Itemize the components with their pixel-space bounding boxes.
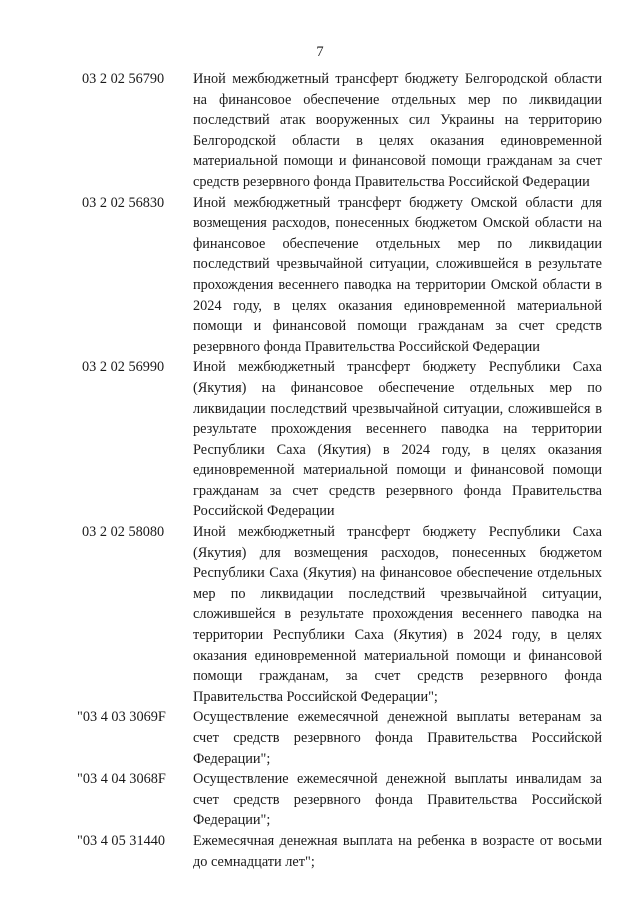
- budget-description: Иной межбюджетный трансферт бюджету Республики Саха (Якутия) для возмещения расходов, понесенных бюджетом Республики Саха (Якутия) на финансовое обеспечение отдельных мер по ликвидации последствий чрезвычайной ситуации, сложившейся в результате прохождения весеннего паводка на территории Республики Саха (Якутия) в 2024 году, в целях оказания единовременной материальной помощи и финансовой помощи гражданам, за счет средств резервного фонда Правительства Российской Федерации";: [193, 524, 602, 705]
- budget-code: 03 2 02 56830: [82, 194, 165, 211]
- budget-code: 03 2 02 56990: [82, 359, 165, 376]
- list-item: [0, 769, 640, 831]
- list-item: [0, 357, 640, 522]
- budget-description: Осуществление ежемесячной денежной выплаты инвалидам за счет средств резервного фонда Правительства Российской Федерации";: [193, 771, 602, 829]
- page-number: 7: [316, 44, 324, 60]
- budget-description: Ежемесячная денежная выплата на ребенка в возрасте от восьми до семнадцати лет";: [193, 832, 602, 870]
- budget-code: "03 4 03 3069F: [77, 709, 166, 726]
- budget-code: "03 4 05 31440: [77, 832, 166, 849]
- list-item: [0, 69, 640, 193]
- budget-description: Иной межбюджетный трансферт бюджету Белгородской области на финансовое обеспечение отдельных мер по ликвидации последствий атак вооруженных сил Украины на территорию Белгородской области в целях оказания единовременной материальной помощи и финансовой помощи гражданам за счет средств резервного фонда Правительства Российской Федерации: [193, 71, 602, 190]
- budget-code: 03 2 02 56790: [82, 71, 165, 87]
- budget-code: "03 4 04 3068F: [77, 771, 166, 788]
- list-item: [0, 193, 640, 358]
- budget-classification-list: [0, 69, 640, 872]
- list-item: [0, 522, 640, 707]
- budget-description: Иной межбюджетный трансферт бюджету Омской области для возмещения расходов, понесенных бюджетом Омской области на финансовое обеспечение отдельных мер по ликвидации последствий чрезвычайной ситуации, сложившейся в результате прохождения весеннего паводка на территории Омской области в 2024 году, в целях оказания единовременной материальной помощи и финансовой помощи гражданам за счет средств резервного фонда Правительства Российской Федерации: [193, 194, 602, 355]
- budget-code: 03 2 02 58080: [82, 524, 165, 541]
- budget-description: Иной межбюджетный трансферт бюджету Республики Саха (Якутия) на финансовое обеспечение отдельных мер по ликвидации последствий чрезвычайной ситуации, сложившейся в результате прохождения весеннего паводка на территории Республики Саха (Якутия) в 2024 году, в целях оказания единовременной материальной помощи и финансовой помощи гражданам за счет средств резервного фонда Правительства Российской Федерации: [193, 359, 602, 520]
- list-item: [0, 831, 640, 872]
- list-item: [0, 707, 640, 769]
- budget-description: Осуществление ежемесячной денежной выплаты ветеранам за счет средств резервного фонда Правительства Российской Федерации";: [193, 709, 602, 767]
